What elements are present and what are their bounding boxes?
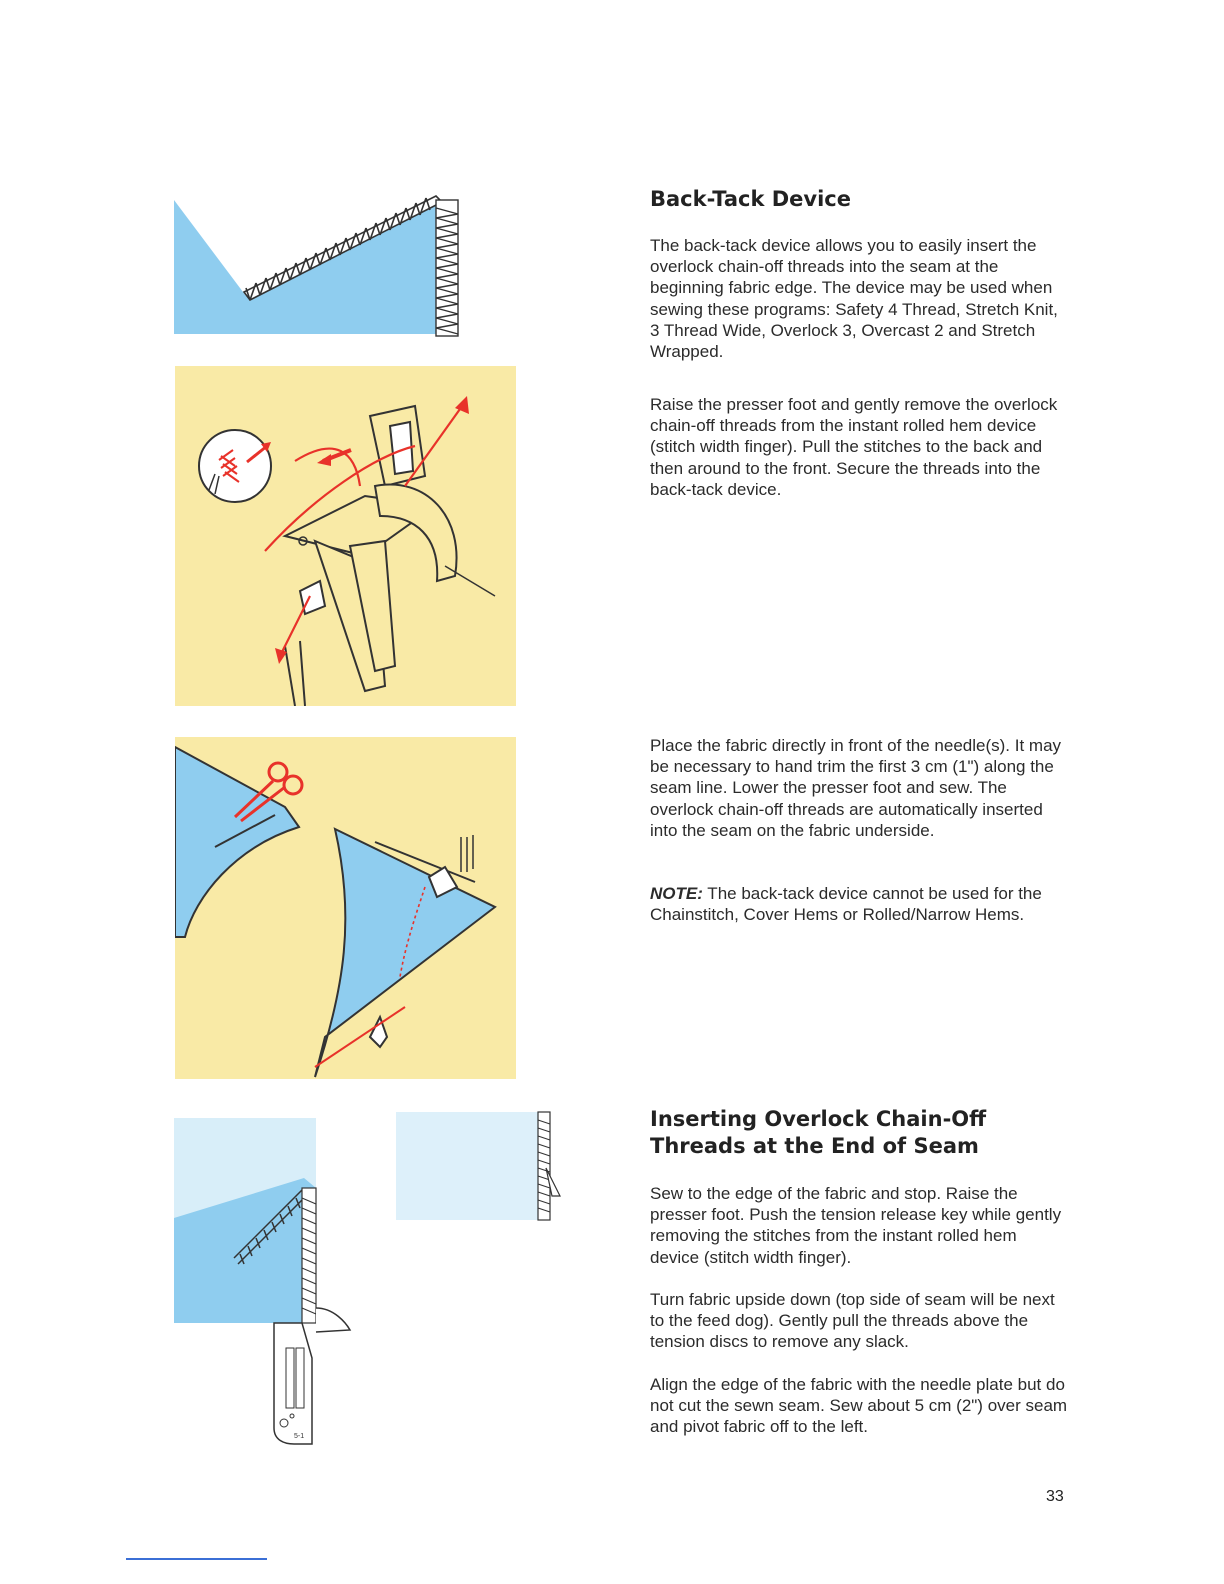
- figure-presser-foot: [175, 366, 516, 706]
- end-seam-step1-paragraph: Sew to the edge of the fabric and stop. Raise the presser foot. Push the tension release key while gently removing the stitches from the instant rolled hem device (stitch width finger).: [650, 1184, 1062, 1267]
- figure-scissors-trim: [175, 737, 516, 1079]
- note-paragraph: [650, 883, 1070, 925]
- end-seam-step2-paragraph: Turn fabric upside down (top side of seam will be next to the feed dog). Gently pull the threads above the tension discs to remove any slack.: [650, 1290, 1055, 1352]
- place-fabric-paragraph: Place the fabric directly in front of the needle(s). It may be necessary to hand trim the first 3 cm (1") along the seam line. Lower the presser foot and sew. The overlock chain-off threads are automatically inserted into the seam on the fabric underside.: [650, 736, 1062, 840]
- figure-small-stitched-edge: [396, 1108, 566, 1223]
- section-heading-back-tack: Back-Tack Device: [650, 187, 851, 211]
- figure-needle-plate: [174, 1108, 354, 1448]
- footer-divider: [126, 1558, 267, 1560]
- section-heading-end-of-seam: Inserting Overlock Chain-Off Threads at the End of Seam: [650, 1107, 987, 1158]
- foot-label: 5-1: [294, 1433, 305, 1440]
- back-tack-step-paragraph: Raise the presser foot and gently remove the overlock chain-off threads from the instant rolled hem device (stitch width finger). Pull the stitches to the back and then around to the front. Secure the threads into the back-tack device.: [650, 395, 1058, 499]
- figure-stitched-edge: [174, 188, 464, 338]
- page-number: 33: [1046, 1488, 1064, 1505]
- note-label: NOTE:: [650, 884, 703, 903]
- end-seam-step3-paragraph: Align the edge of the fabric with the needle plate but do not cut the sewn seam. Sew about 5 cm (2") over seam and pivot fabric off to the left.: [650, 1375, 1068, 1437]
- note-text: The back-tack device cannot be used for the Chainstitch, Cover Hems or Rolled/Narrow Hems.: [650, 884, 1042, 925]
- back-tack-intro-paragraph: The back-tack device allows you to easily insert the overlock chain-off threads into the seam at the beginning fabric edge. The device may be used when sewing these programs: Safety 4 Thread, Stretch Knit, 3 Thread Wide, Overlock 3, Overcast 2 and Stretch Wrapped.: [650, 236, 1058, 362]
